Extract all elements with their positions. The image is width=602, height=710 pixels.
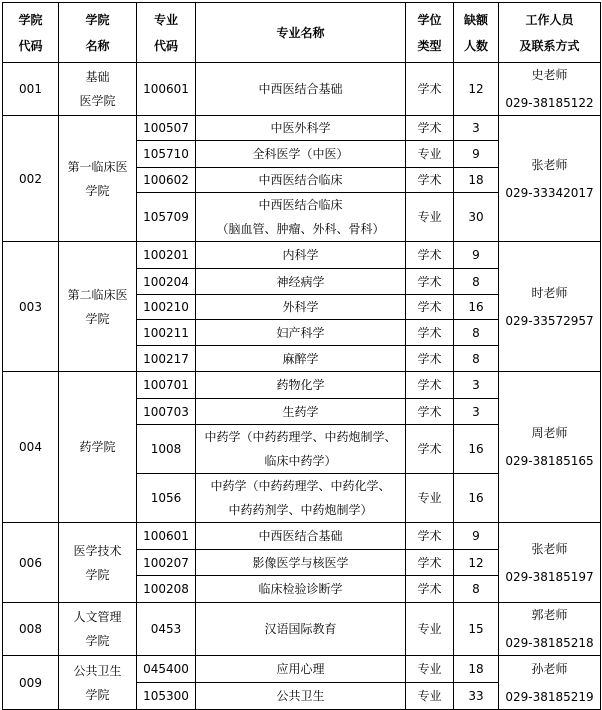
- vacancy-count: 3: [454, 372, 499, 399]
- major-name: 临床检验诊断学: [196, 576, 406, 603]
- degree-type: 专业: [406, 141, 454, 168]
- vacancy-count: 8: [454, 576, 499, 603]
- major-code: 100201: [137, 242, 196, 269]
- contact-name: 张老师: [531, 541, 568, 556]
- degree-type: 学术: [406, 295, 454, 320]
- vacancy-count: 3: [454, 399, 499, 425]
- degree-type: 学术: [406, 523, 454, 550]
- major-code: 100701: [137, 372, 196, 399]
- contact-cell: [499, 372, 601, 523]
- table-row: [3, 523, 601, 550]
- header-vacancy-count: 缺额 人数: [454, 3, 499, 63]
- table-row: [3, 116, 601, 141]
- degree-type: 学术: [406, 63, 454, 116]
- degree-type: 学术: [406, 550, 454, 576]
- contact-phone: 029-33342017: [505, 185, 594, 200]
- major-name: 中西医结合基础: [196, 523, 406, 550]
- major-name: 中药学（中药药理学、中药炮制学、 临床中药学）: [196, 425, 406, 474]
- header-contact: 工作人员 及联系方式: [499, 3, 601, 63]
- major-name: 生药学: [196, 399, 406, 425]
- table-row: [3, 242, 601, 269]
- vacancy-count: 16: [454, 295, 499, 320]
- contact-phone: 029-33572957: [505, 313, 594, 328]
- college-name: 人文管理 学院: [59, 603, 137, 656]
- major-name: 汉语国际教育: [196, 603, 406, 656]
- degree-type: 学术: [406, 425, 454, 474]
- table-row: [3, 656, 601, 683]
- degree-type: 学术: [406, 242, 454, 269]
- contact-phone: 029-38185165: [505, 454, 594, 468]
- college-name: 第二临床医 学院: [59, 242, 137, 372]
- table-row: [3, 63, 601, 116]
- major-name: 内科学: [196, 242, 406, 269]
- header-major-code: 专业 代码: [137, 3, 196, 63]
- vacancy-count: 3: [454, 116, 499, 141]
- college-name: 药学院: [59, 372, 137, 523]
- table-header-row: [3, 3, 601, 63]
- major-code: 100204: [137, 269, 196, 295]
- degree-type: 专业: [406, 193, 454, 242]
- vacancy-count: 12: [454, 63, 499, 116]
- header-degree-type: 学位 类型: [406, 3, 454, 63]
- major-code: 105709: [137, 193, 196, 242]
- contact-name: 史老师: [531, 68, 568, 82]
- contact-name: 郭老师: [531, 608, 568, 622]
- vacancy-count: 16: [454, 474, 499, 523]
- college-name: 公共卫生 学院: [59, 656, 137, 710]
- college-code: 003: [3, 242, 59, 372]
- contact-name: 时老师: [531, 285, 568, 300]
- contact-name: 孙老师: [531, 661, 568, 676]
- contact-phone: 029-38185219: [505, 689, 594, 704]
- contact-name: 张老师: [531, 157, 568, 172]
- major-code: 100703: [137, 399, 196, 425]
- major-code: 100602: [137, 168, 196, 193]
- major-name: 中西医结合基础: [196, 63, 406, 116]
- contact-cell: [499, 116, 601, 242]
- major-code: 100211: [137, 320, 196, 346]
- major-code: 100210: [137, 295, 196, 320]
- vacancy-count: 8: [454, 320, 499, 346]
- degree-type: 专业: [406, 656, 454, 683]
- college-code: 008: [3, 603, 59, 656]
- college-code: 006: [3, 523, 59, 603]
- vacancy-count: 16: [454, 425, 499, 474]
- degree-type: 学术: [406, 399, 454, 425]
- vacancy-table: [2, 2, 601, 710]
- major-code: 045400: [137, 656, 196, 683]
- college-name: 医学技术 学院: [59, 523, 137, 603]
- degree-type: 学术: [406, 269, 454, 295]
- major-code: 100507: [137, 116, 196, 141]
- major-code: 100217: [137, 346, 196, 372]
- major-code: 100601: [137, 63, 196, 116]
- degree-type: 学术: [406, 372, 454, 399]
- vacancy-count: 8: [454, 346, 499, 372]
- vacancy-count: 9: [454, 141, 499, 168]
- degree-type: 学术: [406, 320, 454, 346]
- vacancy-count: 18: [454, 656, 499, 683]
- major-name: 全科医学（中医）: [196, 141, 406, 168]
- contact-cell: [499, 242, 601, 372]
- major-name: 妇产科学: [196, 320, 406, 346]
- major-name: 中医外科学: [196, 116, 406, 141]
- major-name: 药物化学: [196, 372, 406, 399]
- contact-cell: [499, 63, 601, 116]
- college-code: 001: [3, 63, 59, 116]
- degree-type: 学术: [406, 116, 454, 141]
- major-name: 公共卫生: [196, 683, 406, 710]
- vacancy-count: 30: [454, 193, 499, 242]
- major-name: 外科学: [196, 295, 406, 320]
- contact-phone: 029-38185122: [505, 96, 594, 110]
- major-code: 0453: [137, 603, 196, 656]
- major-name: 麻醉学: [196, 346, 406, 372]
- degree-type: 专业: [406, 474, 454, 523]
- major-name: 影像医学与核医学: [196, 550, 406, 576]
- college-code: 004: [3, 372, 59, 523]
- major-code: 105710: [137, 141, 196, 168]
- header-college-name: 学院 名称: [59, 3, 137, 63]
- contact-cell: [499, 656, 601, 710]
- major-code: 1008: [137, 425, 196, 474]
- major-code: 100208: [137, 576, 196, 603]
- vacancy-count: 9: [454, 242, 499, 269]
- contact-name: 周老师: [531, 426, 568, 440]
- major-name: 应用心理: [196, 656, 406, 683]
- vacancy-count: 18: [454, 168, 499, 193]
- degree-type: 专业: [406, 603, 454, 656]
- header-major-name: 专业名称: [196, 3, 406, 63]
- major-name: 神经病学: [196, 269, 406, 295]
- major-code: 100601: [137, 523, 196, 550]
- vacancy-count: 9: [454, 523, 499, 550]
- contact-phone: 029-38185218: [505, 636, 594, 650]
- major-name: 中西医结合临床: [196, 168, 406, 193]
- table-row: [3, 372, 601, 399]
- major-code: 100207: [137, 550, 196, 576]
- college-code: 002: [3, 116, 59, 242]
- college-name: 基础 医学院: [59, 63, 137, 116]
- degree-type: 专业: [406, 683, 454, 710]
- vacancy-count: 12: [454, 550, 499, 576]
- contact-phone: 029-38185197: [505, 569, 594, 584]
- vacancy-count: 33: [454, 683, 499, 710]
- contact-cell: [499, 523, 601, 603]
- college-code: 009: [3, 656, 59, 710]
- degree-type: 学术: [406, 346, 454, 372]
- table-row: [3, 603, 601, 656]
- major-name: 中药学（中药药理学、中药化学、 中药药剂学、中药炮制学）: [196, 474, 406, 523]
- vacancy-count: 15: [454, 603, 499, 656]
- college-name: 第一临床医 学院: [59, 116, 137, 242]
- vacancy-count: 8: [454, 269, 499, 295]
- contact-cell: [499, 603, 601, 656]
- major-code: 1056: [137, 474, 196, 523]
- major-code: 105300: [137, 683, 196, 710]
- header-college-code: 学院 代码: [3, 3, 59, 63]
- major-name: 中西医结合临床 （脑血管、肿瘤、外科、骨科）: [196, 193, 406, 242]
- degree-type: 学术: [406, 168, 454, 193]
- degree-type: 学术: [406, 576, 454, 603]
